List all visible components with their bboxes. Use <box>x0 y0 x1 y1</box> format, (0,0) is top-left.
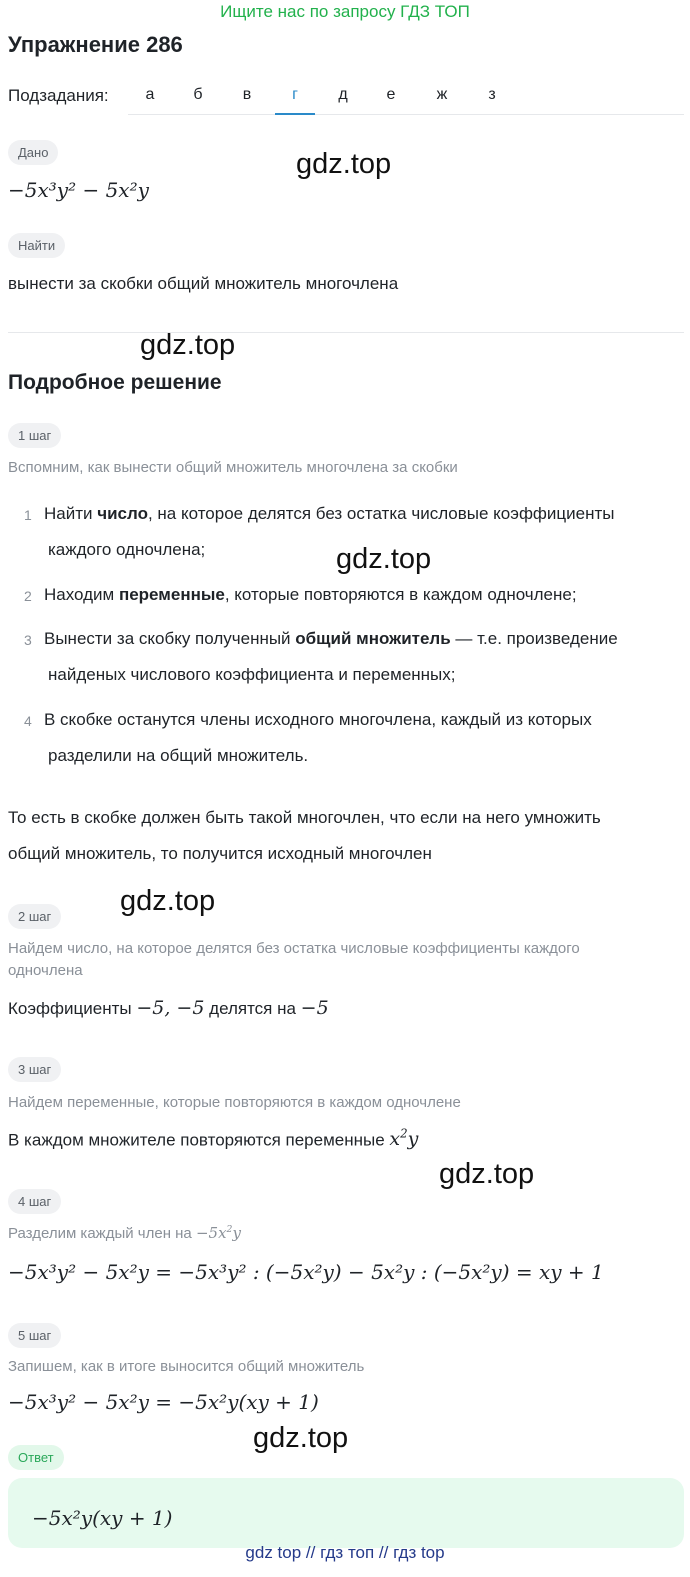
watermark: gdz.top <box>439 1158 535 1190</box>
step-2-badge: 2 шаг <box>8 904 61 929</box>
watermark: gdz.top <box>140 329 236 361</box>
step-3-text: В каждом множителе повторяются переменные $x^2y$ <box>8 1127 419 1151</box>
step-4-badge: 4 шаг <box>8 1189 61 1214</box>
list-item-number: 4 <box>24 713 32 729</box>
watermark: gdz.top <box>253 1422 349 1454</box>
divider <box>8 332 684 333</box>
step-4-equation: −5x³y² − 5x²y = −5x³y² : (−5x²y) − 5x²y : (−5x²y) = xy + 1 <box>8 1260 604 1284</box>
step-3-badge: 3 шаг <box>8 1057 61 1082</box>
tab-g[interactable]: г <box>275 80 315 115</box>
footer-links[interactable]: gdz top // гдз топ // гдз top <box>245 1543 445 1562</box>
answer-badge: Ответ <box>8 1445 64 1470</box>
step-5-caption: Запишем, как в итоге выносится общий множитель <box>8 1358 365 1375</box>
list-item: Вынести за скобку полученный общий множитель — т.е. произведение <box>44 629 618 648</box>
find-text: вынести за скобки общий множитель многочлена <box>8 274 399 293</box>
step-1-badge: 1 шаг <box>8 423 61 448</box>
list-item-continuation: каждого одночлена; <box>48 540 206 559</box>
step-5-equation: −5x³y² − 5x²y = −5x²y(xy + 1) <box>8 1390 319 1414</box>
step-2-caption: одночлена <box>8 962 83 979</box>
list-item: Найти число, на которое делятся без остатка числовые коэффициенты <box>44 504 615 523</box>
list-item: В скобке останутся члены исходного многочлена, каждый из которых <box>44 710 592 729</box>
note-text: То есть в скобке должен быть такой многочлен, что если на него умножить <box>8 808 601 827</box>
tab-z[interactable]: з <box>488 86 496 103</box>
note-text: общий множитель, то получится исходный многочлен <box>8 844 432 863</box>
list-item-number: 3 <box>24 632 32 648</box>
tab-zh[interactable]: ж <box>436 86 448 103</box>
answer-expression: −5x²y(xy + 1) <box>32 1506 173 1530</box>
step-5-badge: 5 шаг <box>8 1323 61 1348</box>
step-3-caption: Найдем переменные, которые повторяются в каждом одночлене <box>8 1094 461 1111</box>
step-1-caption: Вспомним, как вынести общий множитель многочлена за скобки <box>8 459 458 476</box>
list-item-number: 2 <box>24 588 32 604</box>
tab-b[interactable]: б <box>193 86 203 103</box>
subtask-tabs <box>128 80 684 115</box>
list-item: Находим переменные, которые повторяются в каждом одночлене; <box>44 585 577 604</box>
page-title: Упражнение 286 <box>8 32 183 57</box>
step-2-text: Коэффициенты −5, −5 делятся на −5 <box>8 997 329 1019</box>
tab-e[interactable]: е <box>386 86 396 103</box>
list-item-continuation: разделили на общий множитель. <box>48 746 309 765</box>
list-item-number: 1 <box>24 507 32 523</box>
watermark: gdz.top <box>336 543 432 575</box>
given-badge: Дано <box>8 140 58 165</box>
top-banner: Ищите нас по запросу ГДЗ ТОП <box>220 2 470 21</box>
subtasks-label: Подзадания: <box>8 86 109 105</box>
step-4-caption: Разделим каждый член на $-5x^2y$ <box>8 1224 241 1242</box>
watermark: gdz.top <box>296 148 392 180</box>
list-item-continuation: найденых числового коэффициента и переменных; <box>48 665 456 684</box>
tab-d[interactable]: д <box>338 86 348 103</box>
find-badge: Найти <box>8 233 65 258</box>
tab-v[interactable]: в <box>242 86 252 103</box>
given-expression: −5x³y² − 5x²y <box>8 178 149 202</box>
step-2-caption: Найдем число, на которое делятся без остатка числовые коэффициенты каждого <box>8 940 580 957</box>
solution-heading: Подробное решение <box>8 371 222 394</box>
tab-a[interactable]: а <box>145 86 155 103</box>
watermark: gdz.top <box>120 885 216 917</box>
